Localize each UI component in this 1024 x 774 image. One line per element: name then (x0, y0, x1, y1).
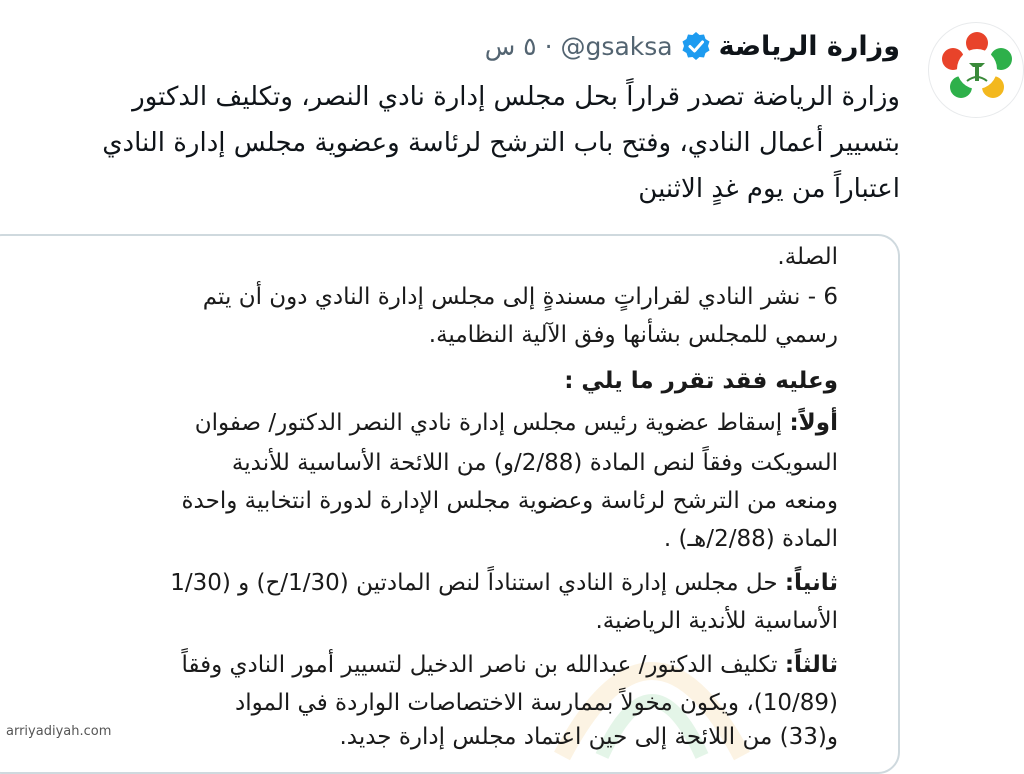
site-watermark: arriyadiyah.com (6, 724, 112, 739)
doc-line-7 (181, 486, 838, 516)
doc-line-text: السويكت وفقاً لنص المادة (2/88/و) من اللائحة الأساسية للأندية (231, 450, 838, 476)
doc-line-text: تكليف الدكتور/ عبدالله بن ناصر الدخيل لتسيير أمور النادي وفقاً (181, 652, 785, 678)
doc-line-text: 6 - نشر النادي لقراراتٍ مسندةٍ إلى مجلس إدارة النادي دون أن يتم (202, 284, 838, 310)
account-handle[interactable]: @gsaksa (560, 31, 673, 61)
doc-line-1 (777, 242, 838, 272)
verified-badge-icon (681, 31, 711, 61)
separator-dot: · (544, 31, 553, 61)
ministry-logo-icon (929, 23, 1024, 118)
doc-line-4 (564, 366, 838, 396)
doc-line-9 (170, 568, 838, 598)
doc-line-5 (195, 408, 838, 438)
doc-line-8 (664, 524, 838, 554)
tweet-image-card[interactable] (0, 234, 900, 774)
doc-line-12 (235, 688, 838, 718)
tweet-text-line-3: اعتباراً من يوم غدٍ الاثنين (638, 174, 900, 204)
avatar[interactable] (928, 22, 1024, 118)
tweet-text-line-2: بتسيير أعمال النادي، وفتح باب الترشح لرئاسة وعضوية مجلس إدارة النادي (102, 128, 900, 158)
doc-line-lead: أولاً: (789, 410, 838, 436)
doc-line-text: إسقاط عضوية رئيس مجلس إدارة نادي النصر الدكتور/ صفوان (194, 410, 790, 436)
account-name[interactable]: وزارة الرياضة (718, 30, 900, 62)
doc-line-text: (10/89)، ويكون مخولاً بممارسة الاختصاصات الواردة في المواد (235, 690, 838, 716)
doc-line-3 (429, 320, 838, 350)
doc-line-text: و(33) من اللائحة إلى حين اعتماد مجلس إدارة جديد. (339, 724, 838, 750)
doc-line-text: الصلة. (777, 244, 838, 270)
doc-line-text: وعليه فقد تقرر ما يلي : (564, 368, 838, 394)
doc-line-text: حل مجلس إدارة النادي استناداً لنص المادتين (1/30/ح) و (1/30 (170, 570, 785, 596)
doc-line-2 (203, 282, 838, 312)
doc-line-lead: ثالثاً: (784, 652, 838, 678)
tweet-timestamp[interactable]: ٥ س (484, 31, 537, 61)
tweet-text-line-1: وزارة الرياضة تصدر قراراً بحل مجلس إدارة نادي النصر، وتكليف الدكتور (132, 82, 900, 112)
doc-line-text: المادة (2/88/هـ) . (663, 526, 838, 552)
doc-line-lead: ثانياً: (784, 570, 838, 596)
doc-line-11 (181, 650, 838, 680)
doc-line-10 (596, 606, 839, 636)
tweet-header (485, 30, 900, 62)
doc-line-6 (232, 448, 838, 478)
doc-line-text: رسمي للمجلس بشأنها وفق الآلية النظامية. (428, 322, 838, 348)
doc-line-text: ومنعه من الترشح لرئاسة وعضوية مجلس الإدارة لدورة انتخابية واحدة (181, 488, 838, 514)
doc-line-13 (339, 722, 838, 752)
doc-line-text: الأساسية للأندية الرياضية. (595, 608, 838, 634)
